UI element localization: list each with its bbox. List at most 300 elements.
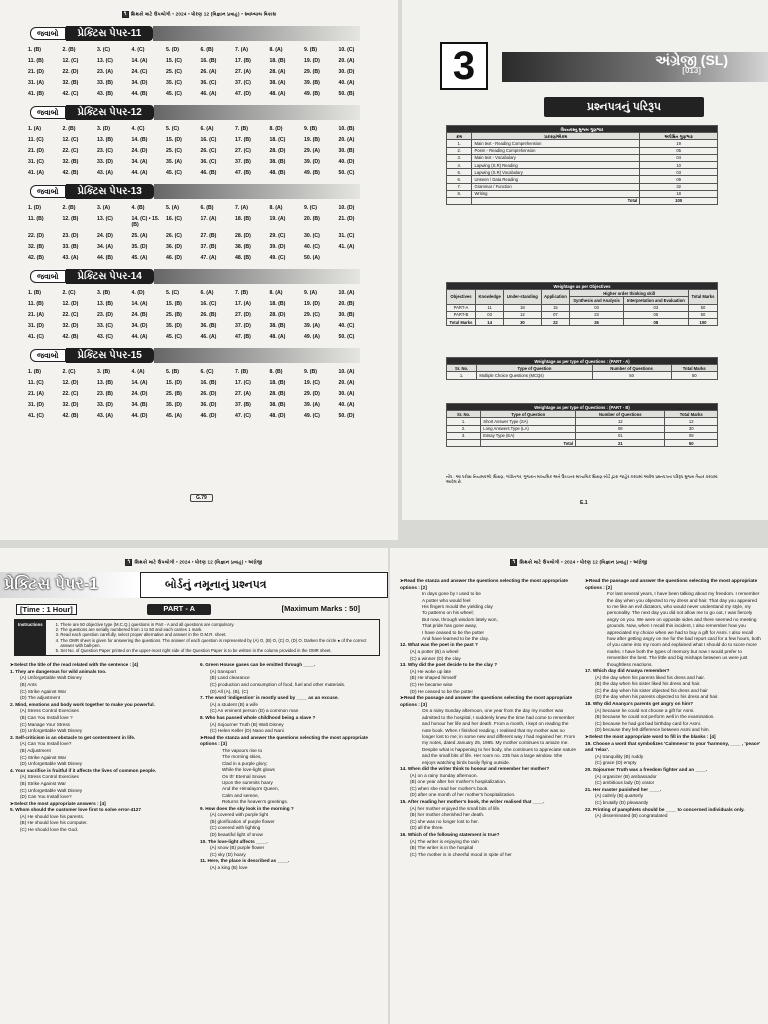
answer-cell: 13. (B): [97, 301, 113, 307]
answer-cell: 31. (C): [338, 233, 355, 239]
objectives-weightage-table: Weightage as per Objectives Objectives Knowledge Under-standing Application Higher order thinking skill Total Marks Synthesis and Analysis Interpretation and Evaluation PART-A 11 18 15 03 03 50 PART-B 03 12 07 23 05 50 Total Marks 14 30 22 26 08 100: [446, 282, 718, 326]
option: (B) because he could not perform well in the examination.: [595, 714, 715, 720]
answer-cell: 31. (D): [28, 323, 44, 329]
option: (A) a potter (B) a wheel: [410, 649, 459, 655]
answer-cell: 34. (D): [131, 80, 148, 86]
question: 5. Whom should the customer love first to solve error-4127: [10, 807, 142, 813]
section-heading: ➤ Select the title of the read related with the sentence : [4]: [10, 662, 192, 669]
table-cell: PART-B: [447, 311, 476, 318]
answer-cell: 30. (D): [338, 69, 355, 75]
answer-cell: 22. (C): [62, 391, 79, 397]
answer-cell: 47. (C): [235, 413, 251, 419]
table-cell: 10: [640, 161, 718, 168]
table-row: [447, 311, 718, 318]
table-row: [447, 318, 718, 325]
option: (C) grace (D) empty: [595, 760, 637, 766]
answer-cell: 14. (B): [131, 137, 148, 143]
question-column-left: [10, 662, 192, 871]
part-a-question-type-table: Weightage as per type of Questions : (PART - A) Sr. No. Type of Question Number of Questions Total Marks 1. Multiple Choice Questions (MCQs) 50 50: [446, 357, 718, 380]
option: (D) The adjustment: [20, 695, 61, 701]
option: (A) Sojourner Truth (B) Walt Disney: [210, 721, 284, 727]
answer-cell: 22. (C): [62, 312, 79, 318]
answer-cell: 33. (D): [97, 402, 113, 408]
answer-cell: 27. (C): [235, 148, 251, 154]
answer-cell: 16. (C): [200, 137, 217, 143]
table-cell: 07: [541, 311, 570, 318]
answer-cell: 2. (B): [62, 126, 76, 132]
page-number: G.79: [190, 494, 213, 502]
answer-cell: 31. (C): [28, 159, 44, 165]
table-cell: Grammar / Function: [472, 183, 640, 190]
option: (A) tranquility (B) ruddy: [595, 753, 644, 759]
answer-cell: 40. (A): [338, 402, 355, 408]
answer-cell: 27. (B): [200, 233, 217, 239]
answer-cell: 6. (A): [200, 290, 214, 296]
table-cell: 50: [688, 304, 717, 311]
question-column-right: [585, 578, 762, 858]
answer-cell: 32. (B): [62, 80, 79, 86]
question-column-right: [200, 662, 382, 871]
answer-cell: 50. (B): [338, 91, 355, 97]
answer-cell: 47. (A): [200, 255, 217, 261]
practice-paper-page-2: [390, 548, 768, 1024]
answer-cell: 5. (C): [166, 126, 179, 132]
option: (A) a student (B) a wife: [210, 701, 258, 707]
answer-cell: 24. (D): [97, 233, 113, 239]
answer-cell: 45. (C): [166, 170, 182, 176]
answer-cell: 42. (B): [62, 334, 79, 340]
section-title: પ્રેક્ટિસ પેપર-11: [66, 26, 154, 41]
answer-cell: 7. (B): [235, 290, 248, 296]
answer-cell: 40. (C): [338, 323, 355, 329]
table-cell: 12: [504, 311, 541, 318]
answer-cell: 10. (A): [338, 290, 355, 296]
question: 9. How does the sky look in the morning ?: [200, 805, 294, 811]
option: (C) Helen Keller (D) Nano and Nani: [210, 728, 284, 734]
answer-cell: 21. (D): [28, 69, 44, 75]
answer-cell: 32. (B): [28, 244, 44, 250]
instruction-item: 1. There are 50 objective type (M.C.Q.) questions in Part - A and all questions are compulsory.: [60, 622, 375, 627]
table-cell: 30: [665, 425, 718, 432]
answer-cell: 29. (C): [304, 312, 320, 318]
part-b-question-type-table: Weightage as per type of Questions : (PART - B) Sr. No. Type of Question Number of Questions Total Marks 1. Short Answer Type (SA) 12 12 2. Long Answers Type (LA) 08 30 3. Essay Type (EA) 01 08 Total 21 50: [446, 403, 718, 447]
section-heading: ➤ Read the stanza and answer the questions selecting the most appropriate options : [2]: [400, 578, 577, 591]
answer-cell: 25. (C): [166, 69, 182, 75]
answer-section: [0, 269, 398, 340]
table-cell: Lapwing (S.R) Vocabulary: [472, 169, 640, 176]
table-row: [447, 190, 718, 197]
table-cell: 2.: [447, 147, 472, 154]
option: (B) He shaped himself: [410, 675, 457, 681]
question: 16. Which of the following statement is true?: [400, 831, 500, 837]
answer-cell: 32. (D): [62, 402, 79, 408]
section-title: પ્રેક્ટિસ પેપર-15: [66, 348, 154, 363]
option: (C) brutally (D) pleasantly: [595, 799, 649, 805]
table-cell: 03: [640, 169, 718, 176]
option: (A) transport: [210, 668, 237, 674]
table-cell: 03: [623, 304, 688, 311]
section-heading: ➤ Read the passage and answer the questions selecting the most appropriate options : [2]: [585, 578, 762, 591]
answer-cell: 45. (A): [131, 255, 148, 261]
table-cell: 1.: [447, 140, 472, 147]
answer-cell: 44. (A): [131, 334, 148, 340]
answer-cell: 24. (C): [131, 69, 148, 75]
table-cell: 8.: [447, 190, 472, 197]
answer-cell: 41. (C): [28, 334, 44, 340]
answer-cell: 14. (C) • 15. (B): [131, 216, 160, 228]
option: (A) He should love his parents.: [20, 813, 85, 819]
answer-cell: 35. (D): [166, 323, 182, 329]
table-cell: 30: [504, 318, 541, 325]
answer-cell: 20. (A): [338, 58, 355, 64]
table-cell: 18: [504, 304, 541, 311]
option: (C) Strike Against War: [20, 754, 67, 760]
answer-cell: 25. (B): [166, 312, 182, 318]
option: (D) after one month of her mother's hospitalization.: [410, 792, 516, 798]
table-row: [447, 372, 718, 379]
answers-label: જવાબો: [30, 27, 66, 40]
answer-cell: 17. (B): [235, 137, 251, 143]
answer-grid: [28, 290, 398, 340]
table-cell: 23: [570, 311, 623, 318]
answer-cell: 47. (D): [235, 91, 251, 97]
answer-cell: 31. (D): [28, 402, 44, 408]
answer-cell: 30. (B): [338, 148, 355, 154]
poem-line: And have learned to be the clay.: [422, 636, 489, 642]
table-cell: 3.: [447, 432, 481, 439]
question: 15. After reading her mother's book, the writer realised that ____.: [400, 799, 545, 804]
answer-cell: 11. (B): [28, 216, 44, 222]
banner-decoration: [153, 26, 360, 41]
answer-cell: 13. (C): [97, 216, 113, 222]
answer-cell: 42. (B): [62, 170, 79, 176]
table-cell: 09: [640, 176, 718, 183]
table-cell: 32: [640, 183, 718, 190]
answer-cell: 17. (A): [235, 301, 251, 307]
answer-cell: 18. (C): [269, 137, 286, 143]
poem-line: A potter who would feel: [422, 597, 471, 603]
paper-subtitle: બોર્ડનું નમૂનાનું પ્રશ્નપત્ર: [140, 572, 388, 598]
page-header: ૧ શિક્ષકો માટે ઉપયોગી • 2024 • ધોરણ 12 (વિજ્ઞાન પ્રવાહ) • સ્વાધ્યાય વિકાસ: [0, 0, 398, 18]
option: (B) her mother cherished her death.: [410, 812, 485, 818]
answer-cell: 46. (B): [200, 170, 217, 176]
answer-cell: 12. (C): [62, 137, 79, 143]
answer-cell: 37. (B): [235, 402, 251, 408]
answer-cell: 9. (A): [304, 290, 317, 296]
answer-cell: 9. (B): [304, 369, 317, 375]
answer-cell: 16. (C): [200, 301, 217, 307]
option: (C) Strike Against War: [20, 688, 67, 694]
answer-cell: 20. (B): [338, 301, 355, 307]
answer-cell: 16. (B): [200, 58, 217, 64]
paper-meta: [16, 604, 360, 615]
table-cell: 50: [592, 372, 671, 379]
answer-cell: 4. (A): [131, 369, 145, 375]
answer-cell: 43. (A): [97, 413, 113, 419]
option: (A) covered with purple light: [210, 812, 269, 818]
question: 21. Her master punished her ____.: [585, 786, 662, 792]
question: 14. When did the writer think to honour and remember her mother?: [400, 766, 550, 772]
answer-cell: 34. (A): [131, 159, 148, 165]
answer-cell: 38. (B): [269, 402, 286, 408]
answer-cell: 10. (A): [338, 369, 355, 375]
option: (B) Ants: [20, 682, 37, 687]
answer-cell: 43. (A): [97, 170, 113, 176]
poem-line: To patterns on his wheel;: [422, 610, 474, 616]
marks-label: [Maximum Marks : 50]: [281, 604, 360, 613]
question: 11. Here, the place is described as ____.: [200, 858, 290, 864]
answer-cell: 27. (A): [235, 391, 251, 397]
answer-cell: 44. (D): [131, 413, 148, 419]
table-row: [447, 176, 718, 183]
question: 8. Who has passed whole childhood being a slave ?: [200, 714, 316, 720]
section-heading: ➤ Read the stanza and answer the questions selecting the most appropriate options : [3]: [200, 735, 382, 748]
table-row: [447, 183, 718, 190]
answer-cell: 21. (D): [28, 148, 44, 154]
answer-cell: 39. (D): [269, 244, 286, 250]
answer-cell: 42. (C): [62, 91, 79, 97]
section-banner: [30, 26, 360, 41]
table-cell: 1.: [447, 418, 481, 425]
answer-cell: 44. (A): [131, 170, 148, 176]
answer-cell: 7. (A): [235, 205, 248, 211]
question: 6. Green House gases can be emitted through ____.: [200, 662, 316, 668]
answer-cell: 6. (B): [200, 47, 214, 53]
question: 7. The word 'indigestion' is mostly used by ____ as an excuse.: [200, 695, 339, 701]
answer-cell: 22. (C): [62, 148, 79, 154]
table-cell: 6.: [447, 176, 472, 183]
option: (A) the day when his parents liked his dress and hair.: [595, 674, 705, 680]
poem-line: On th' Eternal Snows: [222, 773, 266, 779]
banner-decoration: [154, 348, 360, 363]
answer-cell: 15. (D): [166, 137, 182, 143]
answer-cell: 36. (C): [200, 159, 217, 165]
page-number: E.1: [580, 500, 588, 506]
answer-cell: 13. (B): [97, 137, 113, 143]
section-banner: [30, 269, 360, 284]
section-title: પ્રેક્ટિસ પેપર-12: [66, 105, 154, 120]
table-cell: 2.: [447, 425, 481, 432]
question: 4. Your sacrifice is fruitful if it affects the lives of common people.: [10, 767, 157, 773]
table-cell: 1.: [447, 372, 477, 379]
answer-cell: 7. (B): [235, 369, 248, 375]
answer-cell: 25. (B): [166, 391, 182, 397]
answer-cell: 14. (A): [131, 380, 148, 386]
table-cell: Poem - Reading Comprehension: [472, 147, 640, 154]
answer-cell: 32. (B): [62, 159, 79, 165]
answer-cell: 30. (A): [338, 391, 355, 397]
passage-text: On a rainy Sunday afternoon, one year from the day my mother was admitted to the hospital, I suddenly knew the time had come to remember and honour her life and her death. From a month, I kept on reading the note book. When I finished reading, I realised that my mother was no longer lost to me; in some new and different way I had regained her. From my notes, dated January 25, 1985. My mother continues to amaze me. Despite what is happening to her body, she continues to appreciate nature and the small bits of life. Her room no. 235 has a large window. She enjoys watching birds busily flying outside.: [422, 708, 576, 765]
answer-cell: 20. (A): [338, 137, 355, 143]
table-cell: 15: [541, 304, 570, 311]
section-heading: ➤ Select the most appropriate answers : [4]: [10, 801, 192, 808]
answer-cell: 49. (C): [304, 413, 320, 419]
table-cell: 12: [576, 418, 665, 425]
answer-cell: 2. (C): [62, 290, 76, 296]
answer-cell: 43. (B): [97, 91, 113, 97]
option: (A) Stress Control Exercises: [20, 708, 79, 714]
answer-cell: 2. (B): [62, 47, 76, 53]
answer-cell: 44. (B): [97, 255, 113, 261]
table-row: [447, 147, 718, 154]
answer-cell: 37. (D): [235, 323, 251, 329]
option: (C) because he had got bad birthday card for Asmi.: [595, 720, 702, 726]
answer-cell: 24. (B): [131, 312, 148, 318]
question: 18. Why did Ananya's parents get angry on him?: [585, 701, 693, 707]
answer-cell: 18. (B): [269, 301, 286, 307]
page-header: ૧ શિક્ષકો માટે ઉપયોગી • 2024 • ધોરણ 12 (વિજ્ઞાન પ્રવાહ) • અંગ્રેજી: [0, 548, 388, 566]
answer-cell: 48. (D): [269, 413, 286, 419]
answer-cell: 50. (A): [304, 255, 320, 261]
paper-title: પ્રેક્ટિસ પેપર-1: [0, 572, 140, 598]
table-row: [447, 432, 718, 439]
answer-cell: 33. (B): [62, 244, 79, 250]
table-cell: 18: [640, 190, 718, 197]
answer-section: [0, 26, 398, 97]
answer-cell: 3. (A): [97, 205, 110, 211]
answer-cell: 50. (C): [338, 334, 355, 340]
option: (A) He woke up late: [410, 668, 452, 674]
answer-cell: 14. (A): [131, 58, 148, 64]
answer-cell: 39. (A): [304, 323, 320, 329]
option: (A) on a rainy Sunday afternoon.: [410, 772, 478, 778]
option: (A) because he could not choose a gift for Asmi.: [595, 707, 695, 713]
poem-line: Clad in a purple glory;: [222, 760, 268, 766]
answer-cell: 27. (A): [235, 69, 251, 75]
question: 10. The love-light affects ____.: [200, 838, 268, 844]
answer-cell: 21. (D): [338, 216, 355, 222]
answer-cell: 40. (C): [304, 244, 320, 250]
question: 17. Which day did Ananya remember?: [585, 668, 670, 674]
answer-cell: 34. (D): [131, 323, 148, 329]
instruction-item: 5. Set No. of Question Paper printed on the upper-most right side of the Question Paper is to be written in the column provided in the OMR sheet.: [60, 648, 375, 653]
option: (A) The writer is enjoying the rain: [410, 838, 479, 844]
answer-cell: 48. (A): [269, 334, 286, 340]
answer-cell: 2. (B): [62, 205, 76, 211]
poem-line: And the Himalaya's Queen,: [222, 786, 279, 792]
answer-cell: 22. (D): [62, 69, 79, 75]
option: (C) ambitious lady (D) orator: [595, 780, 655, 786]
answer-cell: 16. (B): [200, 380, 217, 386]
answer-cell: 11. (C): [28, 380, 44, 386]
banner-decoration: [154, 184, 360, 199]
answer-key-page: [0, 0, 398, 540]
answer-cell: 4. (C): [131, 47, 145, 53]
answer-cell: 42. (B): [28, 255, 44, 261]
answer-cell: 26. (C): [200, 148, 217, 154]
practice-paper-page: [0, 548, 388, 1024]
answer-cell: 19. (D): [304, 301, 320, 307]
option: (B) Adjustment: [20, 747, 51, 753]
answer-cell: 20. (B): [304, 216, 320, 222]
answer-cell: 19. (C): [304, 380, 320, 386]
answer-cell: 36. (D): [166, 244, 182, 250]
option: (B) The writer is in the hospital: [410, 845, 474, 851]
answer-cell: 29. (C): [269, 233, 286, 239]
answer-section: [0, 184, 398, 261]
poem-line: While the love-light glows: [222, 767, 275, 773]
answer-cell: 13. (C): [97, 58, 113, 64]
banner-decoration: [154, 269, 360, 284]
answer-cell: 24. (D): [131, 391, 148, 397]
answer-cell: 6. (C): [200, 369, 214, 375]
answer-cell: 2. (C): [62, 369, 76, 375]
answer-cell: 25. (C): [166, 148, 182, 154]
answer-cell: 8. (A): [269, 290, 283, 296]
answer-cell: 40. (A): [338, 80, 355, 86]
table-cell: 08: [623, 318, 688, 325]
poem-line: Returns the heaven's greetings.: [222, 799, 289, 805]
answer-cell: 5. (D): [166, 47, 179, 53]
answer-cell: 5. (C): [166, 290, 179, 296]
answer-cell: 12. (D): [62, 301, 79, 307]
answer-grid: [28, 205, 398, 261]
answer-cell: 1. (B): [28, 47, 41, 53]
answer-cell: 9. (B): [304, 126, 317, 132]
table-cell: Total Marks: [447, 318, 476, 325]
answer-cell: 44. (B): [131, 91, 148, 97]
answer-cell: 35. (D): [131, 244, 148, 250]
subject-banner: [502, 52, 768, 82]
answer-cell: 26. (C): [166, 233, 182, 239]
answer-cell: 5. (B): [166, 369, 179, 375]
table-cell: 26: [570, 318, 623, 325]
answer-cell: 35. (D): [166, 402, 182, 408]
answer-cell: 26. (A): [200, 69, 217, 75]
answer-cell: 22. (D): [28, 233, 44, 239]
table-cell: 04: [640, 154, 718, 161]
logo-icon: ૧: [122, 11, 129, 18]
answers-label: જવાબો: [30, 270, 66, 283]
answer-cell: 17. (A): [200, 216, 217, 222]
answer-cell: 42. (B): [62, 413, 79, 419]
table-cell: Unseen / Data Reading: [472, 176, 640, 183]
option: (D) Can You Install love?: [20, 794, 72, 800]
answer-cell: 49. (B): [304, 170, 320, 176]
page-header: ૧ શિક્ષકો માટે ઉપયોગી • 2024 • ધોરણ 12 (વિજ્ઞાન પ્રવાહ) • અંગ્રેજી: [390, 548, 768, 566]
answer-section: [0, 105, 398, 176]
answer-cell: 7. (A): [235, 47, 248, 53]
option: (C) Unforgettable Walt Disney: [20, 787, 83, 793]
table-row: [447, 161, 718, 168]
answer-cell: 46. (D): [166, 255, 182, 261]
option: (B) He should love his computer.: [20, 820, 88, 826]
answer-cell: 40. (D): [338, 159, 355, 165]
answer-cell: 8. (A): [269, 47, 283, 53]
poem-line: His fingers mould the yielding clay: [422, 604, 493, 609]
chapter-number: 3: [440, 42, 488, 90]
option: (B) one year after her mother's hospitalization.: [410, 779, 506, 785]
question: 2. Mind, emotions and body work together to make you powerful.: [10, 701, 155, 707]
question-column-left: [400, 578, 577, 858]
answer-cell: 12. (C): [62, 58, 79, 64]
option: (A) calmly (B) quarterly: [595, 793, 643, 799]
answer-cell: 48. (B): [235, 255, 251, 261]
answer-cell: 8. (B): [269, 369, 283, 375]
answer-cell: 30. (C): [304, 233, 320, 239]
answer-cell: 6. (B): [200, 205, 214, 211]
question: 20. Sojourner Truth was a freedom fighter and an ____.: [585, 766, 708, 772]
answer-cell: 37. (B): [200, 244, 217, 250]
table-cell: Multiple Choice Questions (MCQs): [477, 372, 592, 379]
answer-cell: 37. (C): [235, 80, 251, 86]
answer-cell: 20. (A): [338, 380, 355, 386]
table-cell: Main text - Reading Comprehension: [472, 140, 640, 147]
option: (A) Unforgettable Walt Disney: [20, 675, 82, 681]
table-cell: 03: [475, 311, 503, 318]
answer-cell: 13. (B): [97, 380, 113, 386]
answer-cell: 41. (A): [28, 170, 44, 176]
